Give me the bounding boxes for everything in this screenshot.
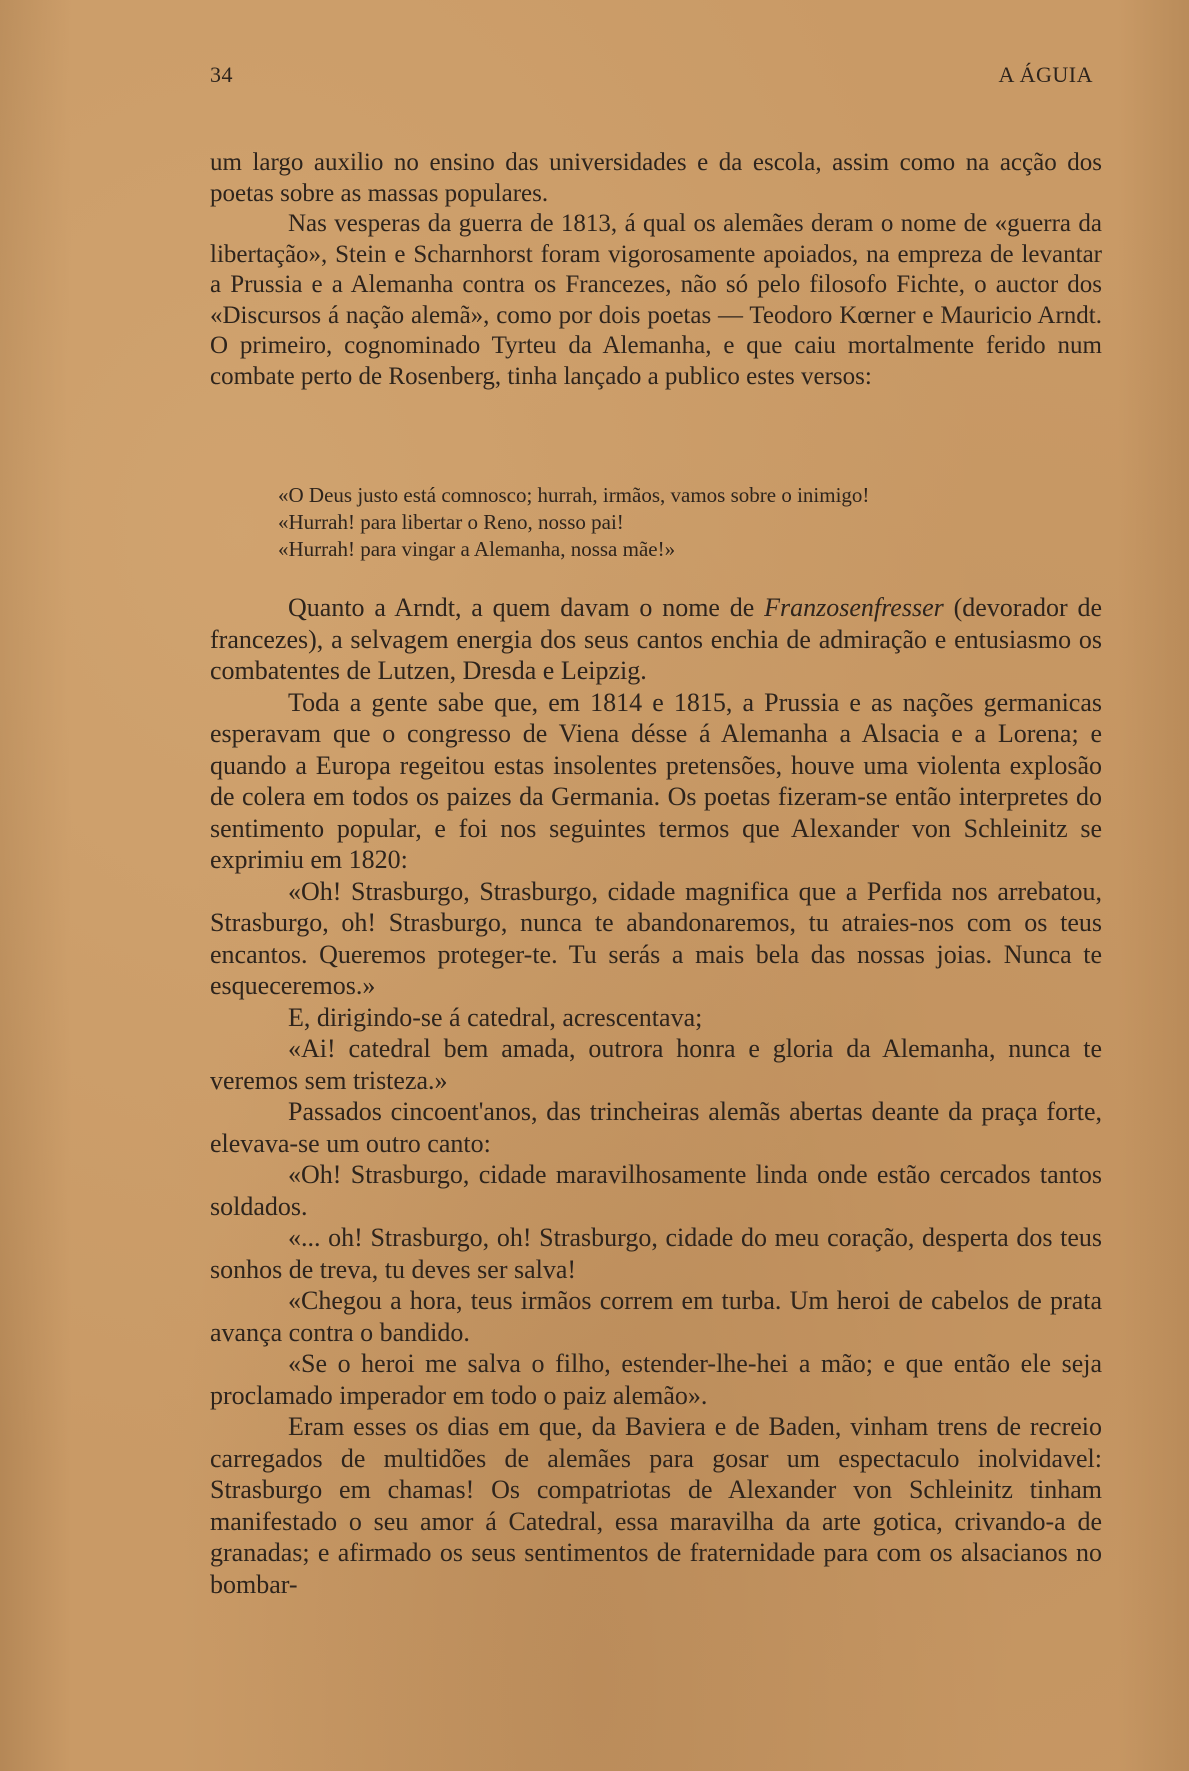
verse-line: «Hurrah! para libertar o Reno, nosso pai!	[278, 510, 624, 534]
paragraph-cathedral-intro: E, dirigindo-se á catedral, acrescentava;	[288, 1002, 703, 1032]
arndt-nickname: Franzosenfresser	[764, 593, 944, 622]
page-number: 34	[210, 62, 233, 87]
paragraph-congress-of-vienna: Toda a gente sabe que, em 1814 e 1815, a Prussia e as nações germanicas esperavam que o congresso de Viena désse á Alemanha a Alsacia e a Lorena; e quando a Europa regeitou estas insolentes pretensões, houve uma violenta explosão de colera em todos os paizes da Germania. Os poetas fizeram-se então interpretes do sentimento popular, e foi nos seguintes termos que Alexander von Schleinitz se exprimiu em 1820:	[210, 687, 1102, 874]
paragraph-continuation: um largo auxilio no ensino das universidades e da escola, assim como na acção dos poetas sobre as massas populares.	[210, 149, 1102, 207]
quote-song-2: «... oh! Strasburgo, oh! Strasburgo, cidade do meu coração, desperta dos teus sonhos de treva, tu deves ser salva!	[210, 1223, 1102, 1284]
verse-line: «Hurrah! para vingar a Alemanha, nossa mãe!»	[278, 537, 676, 561]
running-title: A ÁGUIA	[998, 62, 1093, 87]
quote-strasburgo-1820: «Oh! Strasburgo, Strasburgo, cidade magnifica que a Perfida nos arrebatou, Strasburgo, oh! Strasburgo, nunca te abandonaremos, tu atraies-nos com os teus encantos. Queremos proteger-te. Tu serás a mais bela das nossas joias. Nunca te esqueceremos.»	[210, 876, 1102, 1000]
paragraph-eve-of-war: Nas vesperas da guerra de 1813, á qual os alemães deram o nome de «guerra da libertação», Stein e Scharnhorst foram vigorosamente apoiados, na empreza de levantar a Prussia e a Alemanha contra os Francezes, não só pelo filosofo Fichte, o auctor dos «Discursos á nação alemã», como por dois poetas — Teodoro Kœrner e Mauricio Arndt. O primeiro, cognominado Tyrteu da Alemanha, e que caiu mortalmente ferido num combate perto de Rosenberg, tinha lançado a publico estes versos:	[210, 210, 1102, 390]
arndt-text-start: Quanto a Arndt, a quem davam o nome de	[288, 593, 765, 622]
korner-verse	[278, 482, 1058, 563]
quote-song-3: «Chegou a hora, teus irmãos correm em turba. Um heroi de cabelos de prata avança contra o bandido.	[210, 1286, 1102, 1347]
quote-cathedral: «Ai! catedral bem amada, outrora honra e gloria da Alemanha, nunca te veremos sem tristeza.»	[210, 1034, 1102, 1095]
main-text	[210, 592, 1102, 1600]
paragraph-arndt	[210, 592, 1102, 687]
paragraph-fifty-years: Passados cincoent'anos, das trincheiras alemãs abertas deante da praça forte, elevava-se um outro canto:	[210, 1097, 1102, 1158]
page-header	[210, 62, 1093, 92]
verse-line: «O Deus justo está comnosco; hurrah, irmãos, vamos sobre o inimigo!	[278, 483, 870, 507]
arndt-text-end: (devorador de francezes), a selvagem energia dos seus cantos enchia de admiração e entusiasmo os combatentes de Lutzen, Dresda e Leipzig.	[210, 593, 1102, 685]
paragraph-bombardment: Eram esses os dias em que, da Baviera e de Baden, vinham trens de recreio carregados de multidões de alemães para gosar um espectaculo inolvidavel: Strasburgo em chamas! Os compatriotas de Alexander von Schleinitz tinham manifestado o seu amor á Catedral, essa maravilha da arte gotica, crivando-a de granadas; e afirmado os seus sentimentos de fraternidade para com os alsacianos no bombar-	[210, 1412, 1102, 1599]
opening-text	[210, 148, 1102, 392]
quote-song-1: «Oh! Strasburgo, cidade maravilhosamente linda onde estão cercados tantos soldados.	[210, 1160, 1102, 1221]
quote-song-4: «Se o heroi me salva o filho, estender-lhe-hei a mão; e que então ele seja proclamado imperador em todo o paiz alemão».	[210, 1349, 1102, 1410]
